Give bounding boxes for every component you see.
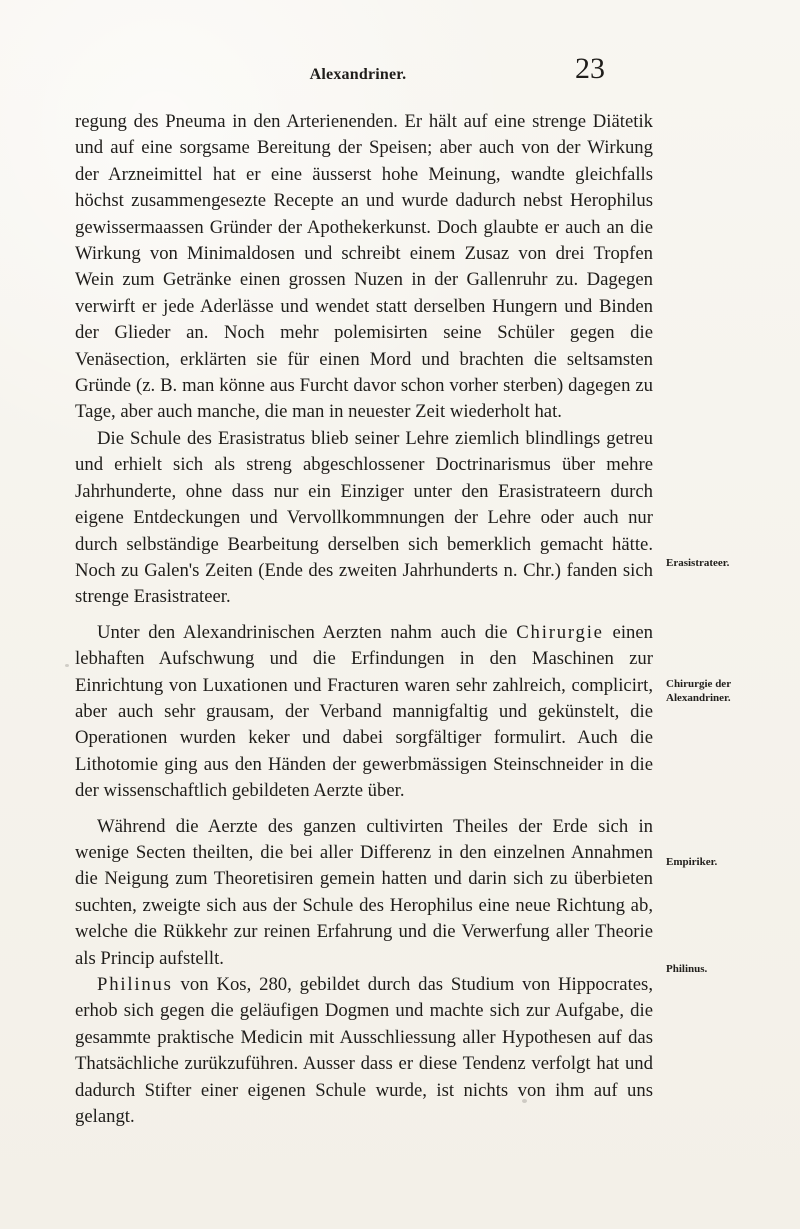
- page-speck: [522, 1099, 527, 1103]
- philinus-emphasis: Philinus: [97, 974, 173, 995]
- page-number: 23: [575, 52, 605, 85]
- page-header: [0, 52, 800, 96]
- paragraph-erasistratean-school: Die Schule des Erasistratus blieb seiner Lehre ziemlich blindlings getreu und erhielt sich als streng abgeschlossener Doctrinarismus über mehre Jahrhunderte, ohne dass nur ein Einziger unter den Erasistrateern durch eigene Entdeckungen und Vervollkommnungen der Lehre oder auch nur durch selbständige Bearbeitung derselben sich bemerklich gemacht hätte. Noch zu Galen's Zeiten (Ende des zweiten Jahrhunderts n. Chr.) fanden sich strenge Erasistrateer.: [75, 427, 653, 608]
- margin-note-philinus: Philinus.: [666, 963, 708, 975]
- margin-note-empiriker: Empiriker.: [666, 856, 718, 868]
- margin-note-chirurgie: Chirurgie der Alexandriner.: [666, 678, 731, 704]
- surgery-emphasis: Chirurgie: [516, 621, 604, 643]
- surgery-text-before: Unter den Alexandrinischen Aerzten nahm auch die: [97, 621, 517, 643]
- surgery-text-after: einen lebhaften Aufschwung und die Erfindungen in den Maschinen zur Einrichtung von Luxationen und Fracturen waren sehr zahlreich, complicirt, aber auch sehr grausam, der Verband mannigfaltig und gekünstelt, die Operationen wurden keker und dabei sorgfältiger formulirt. Auch die Lithotomie ging aus den Händen der gewerbmässigen Steinschneider in die der wissenschaftlich gebildeten Aerzte über.: [75, 621, 653, 802]
- margin-note-erasistrateer: Erasistrateer.: [666, 557, 730, 569]
- page-speck: [65, 664, 69, 667]
- paragraph-empiricists: Während die Aerzte des ganzen cultivirten Theiles der Erde sich in wenige Secten theilten, die bei aller Differenz in den einzelnen Annahmen die Neigung zum Theoretisiren gemein hatten und darin sich zu überbieten suchten, zweigte sich aus der Schule des Herophilus eine neue Richtung ab, welche die Rükkehr zur reinen Erfahrung und die Verwerfung aller Theorie als Princip aufstellt.: [75, 815, 653, 969]
- main-text: [75, 109, 653, 1130]
- philinus-text: von Kos, 280, gebildet durch das Studium von Hippocrates, erhob sich gegen die geläufigen Dogmen und machte sich zur Aufgabe, die gesammte praktische Medicin mit Ausschliessung aller Hypothesen auf das Thatsächliche zurükzuführen. Ausser dass er diese Tendenz verfolgt hat und dadurch Stifter einer eigenen Schule wurde, ist nichts von ihm auf uns gelangt.: [75, 974, 653, 1128]
- running-title: Alexandriner.: [309, 66, 407, 83]
- paragraph-philinus: [75, 972, 653, 1130]
- paragraph-alexandrian-surgery: [75, 620, 653, 805]
- paragraph-erasistratus-theory: regung des Pneuma in den Arterienenden. Er hält auf eine strenge Diätetik und auf eine sorgsame Bereitung der Speisen; aber auch von der Wirkung der Arzneimittel hat er eine äusserst hohe Meinung, wandte gleichfalls höchst zusammengesezte Recepte an und wurde dadurch nebst Herophilus gewissermaassen Gründer der Apothekerkunst. Doch glaubte er auch an die Wirkung von Minimaldosen und schreibt einem Zusaz von drei Tropfen Wein zum Getränke einen grossen Nuzen in der Gallenruhr zu. Dagegen verwirft er jede Aderlässe und wendet statt derselben Hungern und Binden der Glieder an. Noch mehr polemisirten seine Schüler gegen die Venäsection, erklärten sie für einen Mord und brachten die seltsamsten Gründe (z. B. man könne aus Furcht davor schon vorher sterben) dagegen zu Tage, aber auch manche, die man in neuester Zeit wiederholt hat.: [75, 111, 653, 423]
